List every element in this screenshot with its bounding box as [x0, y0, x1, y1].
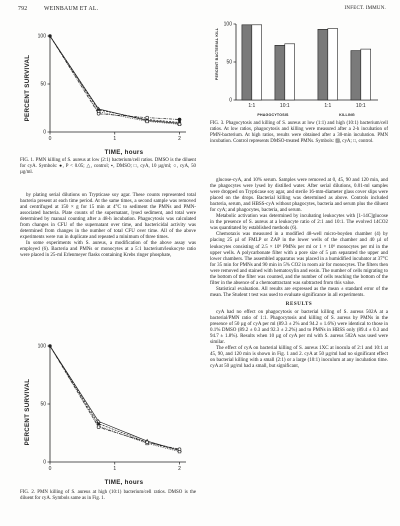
- data-point: [146, 116, 149, 119]
- fig1-x-axis-label: TIME, hours: [104, 149, 144, 156]
- significance-point: [178, 118, 181, 121]
- fig2-x-axis-label: TIME, hours: [104, 479, 144, 486]
- x-tick-label: 0: [48, 136, 52, 142]
- series-line: [50, 346, 180, 450]
- y-tick-label: 0: [43, 129, 46, 136]
- series-line: [50, 346, 180, 450]
- y-tick-label: 50: [40, 81, 46, 88]
- fig1-y-axis-label: PERCENT SURVIVAL: [24, 54, 31, 122]
- figure-2: [20, 334, 196, 486]
- category-label: 1:1: [324, 103, 332, 109]
- body-paragraph: cyA had no effect on phagocytosis or bacterial killing of S. aureus 502A at a bacterial/PMN ratio of 1:1. Phagocytosis and killing of S. aureus by PMNs in the presence of 50 µg of cyA per ml (89.3 ± 2% and 94.2 ± 1.6%) were identical to those in 0.1% DMSO (89.2 ± 0.3 and 92.3 ± 2.2%) and to PMNs in HBSS only (89.4 ± 0.3 and 94.7 ± 1.8%). Results when 10 µg of cyA per ml with S. aureus 502A was used were similar.: [210, 309, 388, 346]
- figure-2-chart: [20, 334, 196, 486]
- bar: [328, 29, 338, 100]
- figure-1: [20, 24, 196, 156]
- y-tick-label: 100: [37, 343, 46, 350]
- data-point: [146, 441, 149, 444]
- series-line: [50, 36, 180, 122]
- y-tick-label: 100: [223, 21, 232, 28]
- series-line: [50, 36, 180, 123]
- data-point-origin: [48, 34, 51, 37]
- figure-2-caption: FIG. 2. PMN killing of S. aureus at high (10:1) bacterium/cell ratios. DMSO is the diluent for cyA. Symbols same as in Fig. 1.: [20, 490, 196, 501]
- data-point: [146, 120, 149, 123]
- fig3-x-label-killing: KILLING: [339, 113, 355, 117]
- y-tick-label: 0: [229, 97, 232, 104]
- running-authors: WEINBAUM ET AL.: [44, 6, 99, 12]
- figure-1-caption: FIG. 1. PMN killing of S. aureus at low (2:1) bacterium/cell ratios. DMSO is the diluent for cyA. Symbols: ●, P < 0.05; △, control; ▪, DMSO; □, cyA, 10 µg/ml; ○, cyA, 50 µg/ml.: [20, 158, 196, 175]
- journal-name: INFECT. IMMUN.: [344, 6, 386, 11]
- x-tick-label: 2: [178, 136, 181, 142]
- y-tick-label: 0: [43, 459, 46, 466]
- body-paragraph: Metabolic activation was determined by incubating leukocytes with [1-14C]glucose in the presence of S. aureus at a leukocyte ratio of 2:1 and 10:1. The evolved 14CO2 was quantitated by established methods (6).: [210, 214, 388, 232]
- figure-3-chart: [210, 16, 386, 118]
- body-paragraph: The effect of cyA on bacterial killing of S. aureus 1XC at inocula of 2:1 and 10:1 at 45, 90, and 120 min is shown in Fig. 1 and 2. cyA at 50 µg/ml had no significant effect on bacterial killing with a small (2:1) or a large (10:1) inoculum at any incubation time. cyA at 50 µg/ml had a small, but significant,: [210, 346, 388, 370]
- data-point: [178, 448, 181, 451]
- column-1-body: [20, 193, 196, 260]
- x-tick-label: 2: [178, 466, 181, 472]
- series-line: [50, 36, 180, 124]
- category-label: 10:1: [279, 103, 290, 109]
- data-point: [97, 426, 100, 429]
- series-line: [50, 346, 180, 449]
- figure-3-caption: FIG. 3. Phagocytosis and killing of S. aureus at low (1:1) and high (10:1) bacterium/cell ratios. At low ratios, phagocytosis and killing were measured after a 2-h incubation of PMN-bacterium. At high ratios, results were obtained after a 30-min incubation. PMN incubation. Control represents DMSO-treated PMNs. Symbols: ▨, cyA; □, control.: [210, 121, 388, 144]
- y-tick-label: 50: [226, 59, 232, 66]
- bar: [275, 45, 285, 100]
- y-tick-label: 50: [40, 401, 46, 408]
- body-paragraph: Statistical evaluation. All results are expressed as the mean ± standard error of the mean. The Student t test was used to evaluate significance in all experiments.: [210, 286, 388, 298]
- fig3-y-axis-label: PERCENT BACTERIAL KILL: [215, 27, 219, 81]
- data-point: [178, 123, 181, 126]
- category-label: 1:1: [248, 103, 256, 109]
- series-line: [50, 36, 180, 120]
- y-tick-label: 100: [37, 33, 46, 40]
- column-2-body: [210, 178, 388, 370]
- x-tick-label: 0: [48, 466, 52, 472]
- running-header: [18, 6, 386, 16]
- results-heading: RESULTS: [285, 301, 313, 307]
- data-point-origin: [48, 344, 51, 347]
- body-paragraph: Chemotaxis was measured in a modified 48-well micro-boyden chamber (4) by placing 25 µl of FMLP or ZAP in the lower wells of the chamber and 40 µl of leukocytes consisting of 2.5 × 10⁶ PMNs per ml or 1 × 10⁶ monocytes per ml in the upper wells. A polycarbonate filter with a pore size of 5 µm separated the upper and lower chambers. The assembled apparatus was placed in a humidified incubator at 37°C for 35 min for PMNs and 90 min in 5% CO2 in room air for monocytes. The filters then were removed and stained with hematoxylin and eosin. The number of cells migrating to the bottom of the filter was counted, and the number of cells reaching the bottom of the filter in the absence of a chemoattractant was subtracted from this value.: [210, 232, 388, 286]
- bar: [361, 49, 371, 100]
- category-label: 10:1: [355, 103, 366, 109]
- x-tick-label: 1: [113, 466, 117, 472]
- page-number: 792: [18, 6, 28, 12]
- bar: [318, 29, 328, 100]
- bar: [252, 25, 262, 100]
- bar: [351, 51, 361, 100]
- bar: [242, 25, 252, 100]
- data-point: [97, 112, 100, 115]
- body-paragraph: In some experiments with S. aureus, a modification of the above assay was employed (6). Bacteria and PMNs or monocytes at a 5:1 bacterium/leukocyte ratio were placed in 25-ml Erlenmeyer flasks containing Krebs ringer phosphate,: [20, 241, 196, 259]
- fig3-x-label-phagocytosis: PHAGOCYTOSIS: [257, 113, 289, 117]
- axis-lines: [50, 346, 186, 462]
- body-paragraph: by plating serial dilutions on Trypticase soy agar. These counts represented total bacteria present at each time period. At the same times, a second sample was removed and centrifuged at 150 × g for 15 min at 4°C to sediment the PMNs and PMN-associated bacteria. Plate counts of the supernatant, lysed sediment, and total were determined by manual counting after a 48-h incubation. Phagocytosis was calculated from changes in CFU of the supernatant over time, and bactericidal activity was determined from changes in the number of total CFU over time. All of the above experiments were run in duplicate and repeated a minimum of three times.: [20, 193, 196, 241]
- figure-1-chart: [20, 24, 196, 156]
- fig2-y-axis-label: PERCENT SURVIVAL: [24, 378, 31, 446]
- series-line: [50, 346, 180, 452]
- x-tick-label: 1: [113, 136, 117, 142]
- figure-3: [210, 16, 386, 118]
- axis-lines: [50, 36, 186, 132]
- body-paragraph: glucose-cyA, and 10% serum. Samples were removed at 0, 45, 90 and 120 min, and the phagocytes were lysed by distilled water. After serial dilutions, 0.01-ml samples were dropped on Trypticase soy agar, and sterile 16-mm-diameter glass cover slips were placed on the drops. Bacterial killing was determined as above. Controls included bacteria, serum, and HBSS-cyA without phagocytes, bacteria and serum plus the diluent for cyA; and phagocytes, bacteria, and serum.: [210, 178, 388, 214]
- bar: [285, 44, 295, 100]
